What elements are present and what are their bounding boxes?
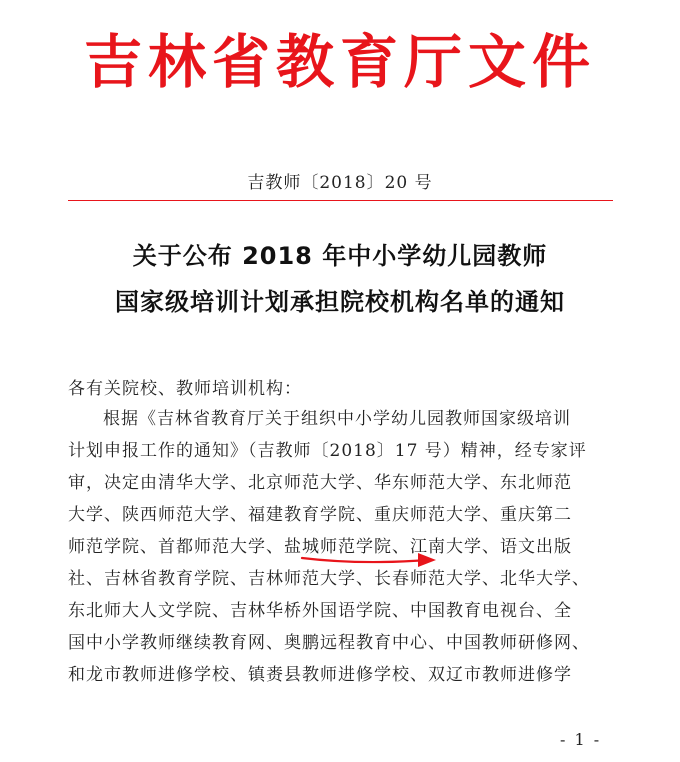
body-line: 社、吉林省教育学院、吉林师范大学、长春师范大学、北华大学、 — [68, 569, 590, 589]
body-line: 计划申报工作的通知》（吉教师〔2018〕17 号）精神，经专家评 — [68, 441, 587, 461]
body-line: 审，决定由清华大学、北京师范大学、华东师范大学、东北师范 — [68, 473, 572, 493]
salutation: 各有关院校、教师培训机构： — [68, 379, 302, 399]
body-line: 师范学院、首都师范大学、盐城师范学院、江南大学、语文出版 — [68, 537, 572, 557]
masthead-title: 吉林省教育厅文件 — [83, 28, 596, 96]
body-line: 东北师大人文学院、吉林华桥外国语学院、中国教育电视台、全 — [68, 601, 572, 621]
document-number: 吉教师〔2018〕20 号 — [247, 173, 433, 193]
red-arrow-annotation — [300, 550, 440, 572]
body-line: 大学、陕西师范大学、福建教育学院、重庆师范大学、重庆第二 — [68, 505, 572, 525]
body-line: 国中小学教师继续教育网、奥鹏远程教育中心、中国教师研修网、 — [68, 633, 590, 653]
document-title-line-2: 国家级培训计划承担院校机构名单的通知 — [115, 288, 565, 316]
page-number: - 1 - — [560, 730, 602, 749]
body-line: 和龙市教师进修学校、镇赉县教师进修学校、双辽市教师进修学 — [68, 665, 572, 685]
arrow-head — [418, 553, 436, 567]
document-title-line-1: 关于公布 2018 年中小学幼儿园教师 — [132, 242, 548, 270]
body-line: 根据《吉林省教育厅关于组织中小学幼儿园教师国家级培训 — [103, 409, 571, 429]
red-divider-line — [68, 200, 613, 201]
arrow-shaft — [302, 558, 428, 562]
